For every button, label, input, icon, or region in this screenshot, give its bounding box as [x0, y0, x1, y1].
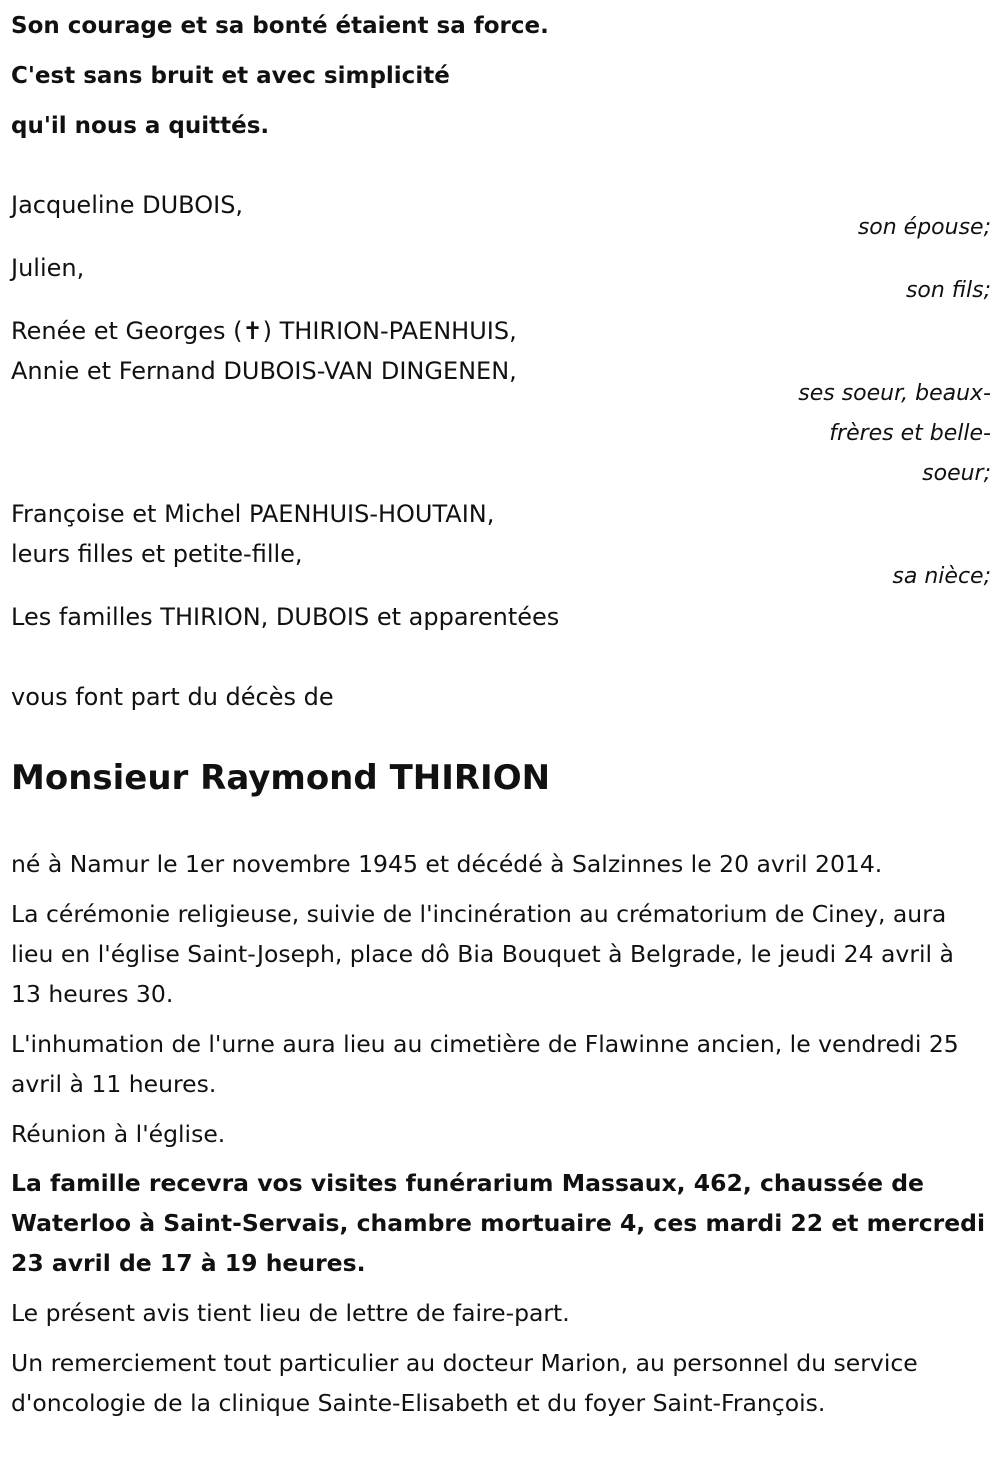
siblings-relation-2: frères et belle- [829, 421, 991, 446]
notice-paragraph: Le présent avis tient lieu de lettre de faire-part. [11, 1299, 570, 1327]
siblings-line-2: Annie et Fernand DUBOIS-VAN DINGENEN, [11, 357, 517, 385]
families-line: Les familles THIRION, DUBOIS et apparentées [11, 603, 560, 631]
niece-line-1: Françoise et Michel PAENHUIS-HOUTAIN, [11, 500, 495, 528]
meeting-paragraph: Réunion à l'église. [11, 1120, 226, 1148]
epitaph-line-1: Son courage et sa bonté étaient sa force. [11, 13, 549, 39]
siblings-line-1: Renée et Georges (✝) THIRION-PAENHUIS, [11, 317, 517, 345]
thanks-paragraph: Un remerciement tout particulier au docteur Marion, au personnel du service d'oncologie de la clinique Sainte-Elisabeth et du foyer Saint-François. [11, 1349, 918, 1417]
birth-death-paragraph: né à Namur le 1er novembre 1945 et décédé à Salzinnes le 20 avril 2014. [11, 850, 883, 878]
son-relation: son fils; [905, 278, 991, 303]
niece-relation: sa nièce; [892, 564, 991, 589]
ceremony-paragraph: La cérémonie religieuse, suivie de l'incinération au crématorium de Ciney, aura lieu en l'église Saint-Joseph, place dô Bia Bouquet à Belgrade, le jeudi 24 avril à 13 heures 30. [11, 900, 954, 1008]
son-name: Julien, [11, 254, 85, 282]
siblings-relation-1: ses soeur, beaux- [798, 381, 991, 406]
announcement: vous font part du décès de [11, 683, 334, 711]
siblings-relation-3: soeur; [922, 461, 991, 486]
epitaph-line-2: C'est sans bruit et avec simplicité [11, 63, 450, 89]
visits-paragraph: La famille recevra vos visites funérarium Massaux, 462, chaussée de Waterloo à Saint-Servais, chambre mortuaire 4, ces mardi 22 et mercredi 23 avril de 17 à 19 heures. [11, 1169, 986, 1277]
epitaph [11, 1, 549, 151]
burial-paragraph: L'inhumation de l'urne aura lieu au cimetière de Flawinne ancien, le vendredi 25 avril à 11 heures. [11, 1030, 959, 1098]
epitaph-line-3: qu'il nous a quittés. [11, 113, 270, 139]
niece-line-2: leurs filles et petite-fille, [11, 540, 303, 568]
deceased-name: Monsieur Raymond THIRION [11, 758, 551, 798]
wife-name: Jacqueline DUBOIS, [11, 191, 244, 219]
wife-relation: son épouse; [857, 215, 991, 240]
